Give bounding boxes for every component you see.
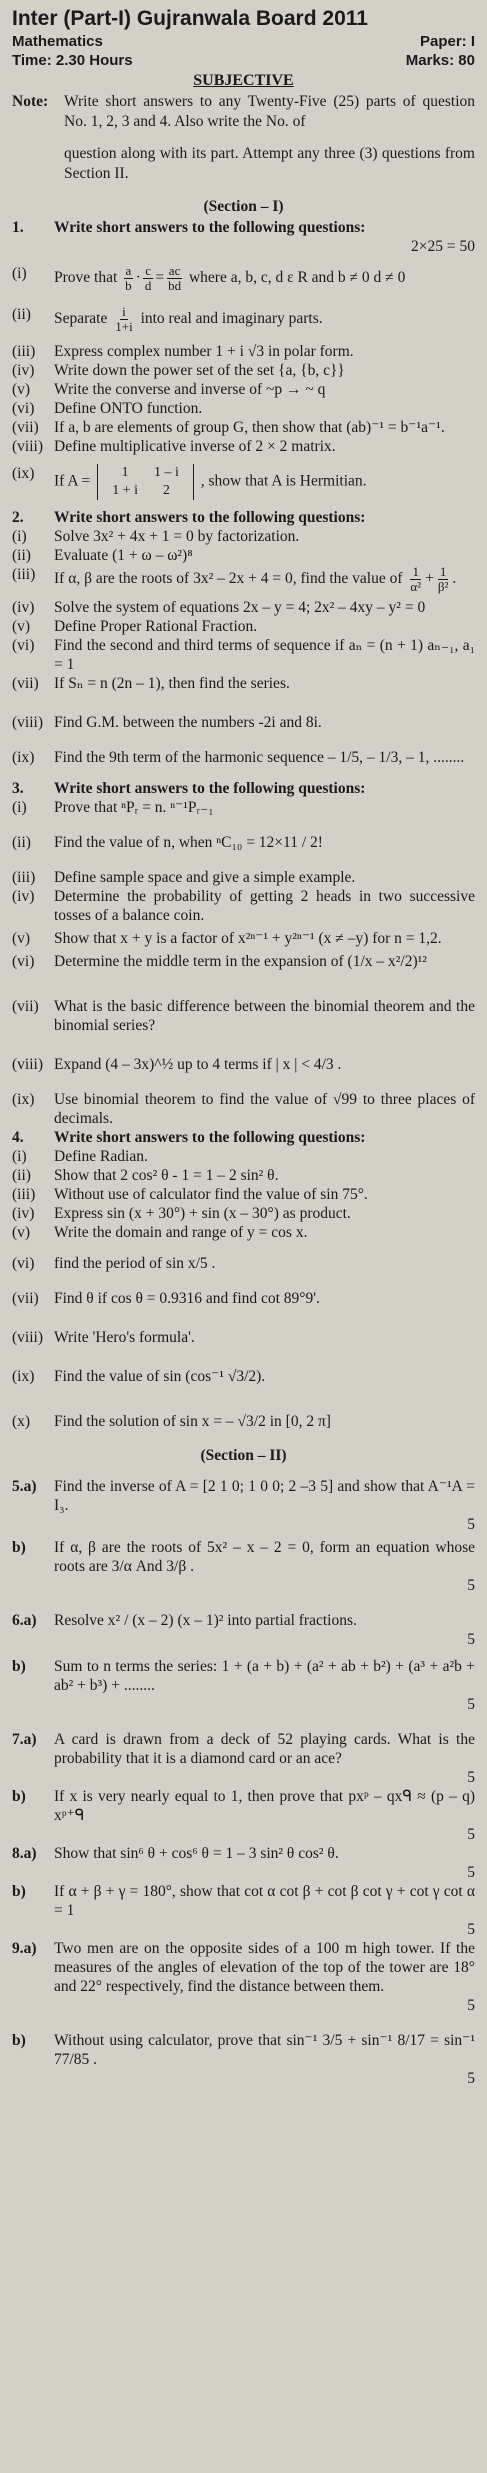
s2-item: 7.a) A card is drawn from a deck of 52 playing cards. What is the probability that it is a diamond card or an ace? 5 (12, 1731, 475, 1786)
q4-heading: 4. Write short answers to the following questions: (12, 1129, 366, 1146)
q2-item: (ii) Evaluate (1 + ω – ω²)⁸ (12, 547, 193, 564)
q3-item: (v) Show that x + y is a factor of x²ⁿ⁻¹ + y²ⁿ⁻¹ (x ≠ –y) for n = 1,2. (12, 930, 442, 947)
note-line-2: question along with its part. Attempt any three (3) questions from Section II. (64, 145, 475, 182)
q1-item: (i) Prove that $\frac{a}{b}$ · $\frac{c}{d}$ = $\frac{ac}{bd}$ where a, b, c, d ε R and b ≠ 0 d ≠ 0 (12, 263, 406, 293)
note-label: Note: (12, 93, 49, 110)
q1-item: (iii) Express complex number 1 + i √3 in polar form. (12, 343, 354, 360)
q1-marks: 2×25 = 50 (411, 238, 475, 255)
q3-item: (ii) Find the value of n, when ⁿC₁₀ = 12×11 / 2! (12, 834, 323, 851)
q2-item: (iv) Solve the system of equations 2x – y = 4; 2x² – 4xy – y² = 0 (12, 599, 426, 616)
q4-item: (iv) Express sin (x + 30°) + sin (x – 30°) as product. (12, 1205, 351, 1222)
q1-heading: 1. Write short answers to the following questions: (12, 219, 366, 236)
section-1-title: (Section – I) (203, 198, 284, 215)
q1-item: (ix) If A = 1 1 – i 1 + i 2 , show that A is Hermitian. (12, 465, 367, 498)
q1-item: (iv) Write down the power set of the set {a, {b, c}} (12, 362, 345, 379)
subject-label: Mathematics (12, 33, 103, 50)
q4-item: (ix) Find the value of sin (cos⁻¹ √3/2). (12, 1368, 266, 1385)
q3-heading: 3. Write short answers to the following questions: (12, 780, 366, 797)
q4-item: (vi) find the period of sin x/5 . (12, 1255, 216, 1272)
s2-item: b) If x is very nearly equal to 1, then prove that pxᵖ – qxᑫ ≈ (p – q) xᵖ⁺ᑫ 5 (12, 1788, 475, 1843)
q1-item: (ii) Separate $\frac{i}{1+i}$ into real and imaginary parts. (12, 304, 323, 334)
q4-item: (ii) Show that 2 cos² θ - 1 = 1 – 2 sin² θ. (12, 1167, 279, 1184)
q2-item: (iii) If α, β are the roots of 3x² – 2x + 4 = 0, find the value of $\frac{1}{\text{α²}}$ + $\frac{1}{\text{β²}}$ . (12, 564, 457, 594)
q4-item: (iii) Without use of calculator find the value of sin 75°. (12, 1186, 368, 1203)
s2-item: 6.a) Resolve x² / (x – 2) (x – 1)² into partial fractions. 5 (12, 1612, 475, 1648)
marks-label: Marks: 80 (405, 52, 475, 69)
paper-label: Paper: I (419, 33, 475, 50)
q1-item: (vi) Define ONTO function. (12, 400, 203, 417)
q4-item: (x) Find the solution of sin x = – √3/2 in [0, 2 π] (12, 1413, 331, 1430)
section-2-title: (Section – II) (200, 1447, 287, 1464)
s2-item: 9.a) Two men are on the opposite sides of a 100 m high tower. If the measures of the angles of elevation of the top of the tower are 18° and 22° respectively, find the distance between them. 5 (12, 1940, 475, 2014)
q3-item: (viii) Expand (4 – 3x)^½ up to 4 terms if | x | < 4/3 . (12, 1056, 342, 1073)
note-line-1: Write short answers to any Twenty-Five (25) parts of question No. 1, 2, 3 and 4. Also write the No. of (64, 93, 475, 130)
header-row-1 (12, 32, 475, 51)
q2-item: (vi) Find the second and third terms of sequence if aₙ = (n + 1) aₙ₋₁, a₁ = 1 (12, 637, 475, 673)
q2-item: (viii) Find G.M. between the numbers -2i and 8i. (12, 714, 322, 731)
q4-item: (viii) Write 'Hero's formula'. (12, 1329, 195, 1346)
q3-item: (ix) Use binomial theorem to find the value of √99 to three places of decimals. (12, 1091, 475, 1127)
s2-item: 5.a) Find the inverse of A = [2 1 0; 1 0 0; 2 –3 5] and show that A⁻¹A = I₃. 5 (12, 1478, 475, 1533)
q2-heading: 2. Write short answers to the following questions: (12, 509, 366, 526)
s2-item: b) If α + β + γ = 180°, show that cot α cot β + cot β cot γ + cot γ cot α = 1 5 (12, 1883, 475, 1938)
q1-item: (v) Write the converse and inverse of ~p → ~ q (12, 381, 326, 398)
header-row-2 (12, 51, 475, 70)
q3-item: (vii) What is the basic difference between the binomial theorem and the binomial series? (12, 998, 475, 1034)
q3-item: (i) Prove that ⁿPᵣ = n. ⁿ⁻¹Pᵣ₋₁ (12, 799, 214, 816)
q4-item: (i) Define Radian. (12, 1148, 148, 1165)
q2-item: (ix) Find the 9th term of the harmonic sequence – 1/5, – 1/3, – 1, ........ (12, 749, 465, 766)
q2-item: (vii) If Sₙ = n (2n – 1), then find the series. (12, 675, 290, 692)
q4-item: (vii) Find θ if cos θ = 0.9316 and find cot 89°9'. (12, 1290, 320, 1307)
note-block (12, 92, 475, 196)
s2-item: b) Sum to n terms the series: 1 + (a + b) + (a² + ab + b²) + (a³ + a²b + ab² + b³) + ........ 5 (12, 1658, 475, 1713)
q4-item: (v) Write the domain and range of y = cos x. (12, 1224, 308, 1241)
s2-item: 8.a) Show that sin⁶ θ + cos⁶ θ = 1 – 3 sin² θ cos² θ. 5 (12, 1845, 475, 1881)
q2-item: (i) Solve 3x² + 4x + 1 = 0 by factorization. (12, 528, 300, 545)
time-label: Time: 2.30 Hours (12, 52, 133, 69)
q3-item: (vi) Determine the middle term in the expansion of (1/x – x²/2)¹² (12, 953, 427, 970)
subjective-heading: SUBJECTIVE (193, 72, 294, 89)
q1-item: (vii) If a, b are elements of group G, then show that (ab)⁻¹ = b⁻¹a⁻¹. (12, 419, 445, 436)
s2-item: b) If α, β are the roots of 5x² – x – 2 = 0, form an equation whose roots are 3/α And 3/β . 5 (12, 1539, 475, 1594)
q3-item: (iii) Define sample space and give a simple example. (12, 869, 356, 886)
q2-item: (v) Define Proper Rational Fraction. (12, 618, 258, 635)
q1-item: (viii) Define multiplicative inverse of 2 × 2 matrix. (12, 438, 336, 455)
s2-item: b) Without using calculator, prove that sin⁻¹ 3/5 + sin⁻¹ 8/17 = sin⁻¹ 77/85 . 5 (12, 2032, 475, 2087)
paper-title: Inter (Part-I) Gujranwala Board 2011 (12, 7, 368, 30)
q3-item: (iv) Determine the probability of getting 2 heads in two successive tosses of a balance coin. (12, 888, 475, 924)
